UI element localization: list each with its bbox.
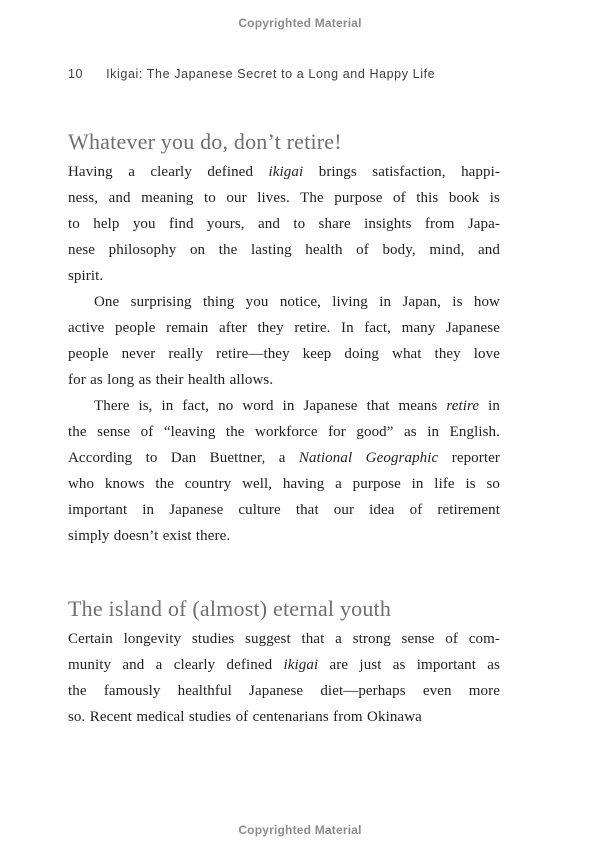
text-line bbox=[68, 523, 500, 549]
body-text: ness, and meaning to our lives. The purpose of this book is bbox=[68, 190, 500, 206]
section-heading: The island of (almost) eternal youth bbox=[68, 596, 392, 621]
page-content bbox=[68, 125, 500, 730]
text-line bbox=[68, 159, 500, 185]
body-text: the sense of “leaving the workforce for good” as in English. bbox=[68, 424, 500, 440]
section bbox=[68, 592, 500, 730]
paragraph bbox=[68, 159, 500, 289]
body-text: There is, in fact, no word in Japanese that means bbox=[94, 398, 447, 414]
body-text: simply doesn’t exist there. bbox=[68, 528, 231, 544]
text-line bbox=[68, 419, 500, 445]
italic-text: ikigai bbox=[268, 164, 304, 180]
text-line bbox=[68, 497, 500, 523]
body-text: nese philosophy on the lasting health of body, mind, and bbox=[68, 242, 500, 258]
paragraph bbox=[68, 393, 500, 549]
body-text: According to Dan Buettner, a bbox=[68, 450, 299, 466]
body-text: for as long as their health allows. bbox=[68, 372, 274, 388]
text-line bbox=[68, 626, 500, 652]
running-title: Ikigai: The Japanese Secret to a Long and Happy Life bbox=[106, 67, 436, 81]
body-text: so. Recent medical studies of centenarians from Okinawa bbox=[68, 709, 422, 725]
body-text: reporter bbox=[438, 450, 500, 466]
text-line bbox=[68, 445, 500, 471]
body-text: Certain longevity studies suggest that a strong sense of com- bbox=[68, 631, 500, 647]
paragraph bbox=[68, 626, 500, 730]
body-text: are just as important as bbox=[318, 657, 500, 673]
text-line bbox=[68, 367, 500, 393]
body-text: in bbox=[479, 398, 500, 414]
body-text: who knows the country well, having a purpose in life is so bbox=[68, 476, 500, 492]
text-line bbox=[68, 289, 500, 315]
text-line bbox=[68, 185, 500, 211]
body-text: One surprising thing you notice, living in Japan, is how bbox=[94, 294, 500, 310]
body-text: the famously healthful Japanese diet—perhaps even more bbox=[68, 683, 500, 699]
text-line bbox=[68, 471, 500, 497]
page-number: 10 bbox=[68, 67, 84, 81]
body-text: munity and a clearly defined bbox=[68, 657, 284, 673]
copyright-notice-bottom: Copyrighted Material bbox=[238, 823, 362, 837]
text-line bbox=[68, 652, 500, 678]
paragraph bbox=[68, 289, 500, 393]
section-heading: Whatever you do, don’t retire! bbox=[68, 129, 342, 154]
italic-text: National Geographic bbox=[298, 450, 439, 466]
body-text: brings satisfaction, happi- bbox=[303, 164, 500, 180]
body-text: spirit. bbox=[68, 268, 104, 284]
text-line bbox=[68, 211, 500, 237]
text-line bbox=[68, 341, 500, 367]
body-text: active people remain after they retire. In fact, many Japanese bbox=[68, 320, 500, 336]
italic-text: ikigai bbox=[283, 657, 319, 673]
body-text: to help you find yours, and to share insights from Japa- bbox=[68, 216, 500, 232]
body-text: Having a clearly defined bbox=[68, 164, 269, 180]
text-line bbox=[68, 393, 500, 419]
text-line bbox=[68, 315, 500, 341]
text-line bbox=[68, 237, 500, 263]
text-line bbox=[68, 263, 500, 289]
body-text: people never really retire—they keep doing what they love bbox=[68, 346, 500, 362]
italic-text: retire bbox=[446, 398, 480, 414]
text-line bbox=[68, 678, 500, 704]
running-header bbox=[68, 67, 435, 81]
section bbox=[68, 125, 500, 549]
copyright-notice-top: Copyrighted Material bbox=[238, 16, 362, 30]
body-text: important in Japanese culture that our idea of retirement bbox=[68, 502, 500, 518]
text-line bbox=[68, 704, 500, 730]
